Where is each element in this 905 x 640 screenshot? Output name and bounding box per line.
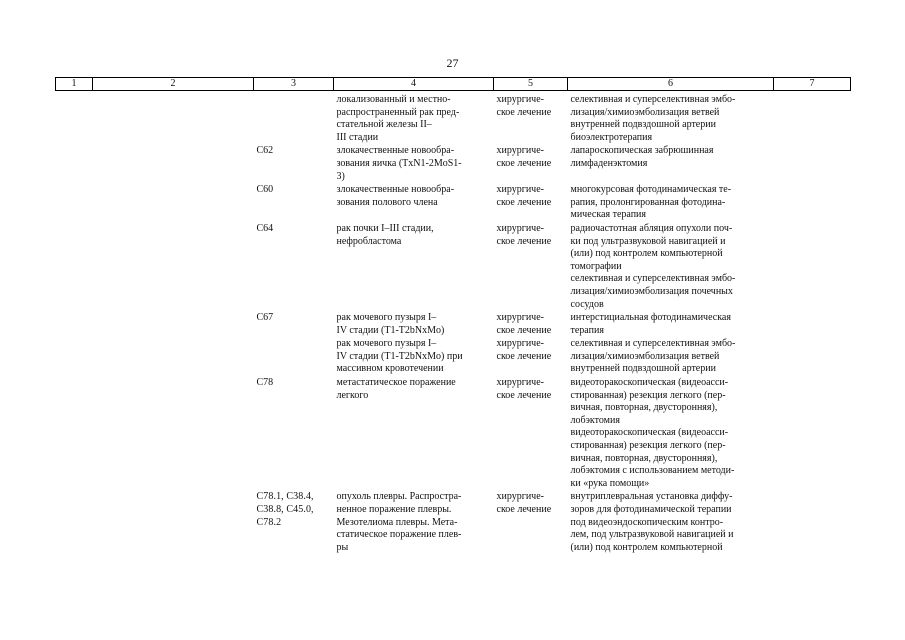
column-header-3: 3 — [254, 78, 334, 91]
treatment-method-cell — [568, 184, 774, 223]
table-row — [56, 91, 851, 146]
icd-code: C60 — [256, 184, 274, 196]
method-text: селективная и суперселективная эмбо- лизация/химиоэмболизация ветвей внутренней подвздошной артерии — [570, 338, 736, 375]
table-row — [56, 145, 851, 184]
column-header-2: 2 — [93, 78, 254, 91]
icd-code: C62 — [256, 145, 274, 157]
page-number: 27 — [446, 56, 459, 70]
diagnosis-cell: рак почки I–III стадии, нефробластома — [336, 222, 434, 247]
diagnosis-cell: злокачественные новообра- зования яичка (TxN1-2MoS1- 3) — [336, 145, 462, 182]
method-text: интерстициальная фотодинамическая терапия — [570, 312, 731, 336]
treatment-method-cell — [568, 312, 774, 338]
table-row — [56, 338, 851, 377]
diagnosis-cell: рак мочевого пузыря I– IV стадии (T1-T2bNxMo) при массивном кровотечении — [336, 338, 463, 375]
method-text: видеоторакоскопическая (видеоасси- стированная) резекция легкого (пер- вичная, повторная, двусторонняя), лобэктомия с использованием методи- ки «рука помощи» — [570, 427, 735, 489]
treatment-type-cell: хирургиче- ское лечение — [496, 312, 552, 336]
diagnosis-cell: метастатическое поражение легкого — [336, 377, 456, 401]
method-text: внутриплевральная установка диффу- зоров для фотодинамической терапии под видеоэндоскопическим контро- лем, под ультразвуковой навигацией и (или) под контролем компьютерной — [570, 491, 734, 553]
treatment-method-cell — [568, 91, 774, 146]
table-header — [56, 78, 851, 91]
column-header-7: 7 — [774, 78, 851, 91]
icd-code: C78 — [256, 377, 274, 389]
treatment-method-cell — [568, 223, 774, 312]
table-row — [56, 184, 851, 223]
table-row — [56, 223, 851, 312]
table-row — [56, 312, 851, 338]
diagnosis-cell: локализованный и местно- распространенный рак пред- стательной железы II– III стадии — [336, 94, 460, 143]
method-text: биоэлектротерапия — [570, 131, 653, 143]
treatment-method-cell — [568, 377, 774, 491]
treatment-type-cell: хирургиче- ское лечение — [496, 222, 552, 247]
diagnosis-cell: опухоль плевры. Распростра- ненное поражение плевры. Мезотелиома плевры. Мета- статическое поражение плев- ры — [336, 491, 462, 553]
icd-code: C67 — [256, 312, 274, 324]
method-text: радиочастотная абляция опухоли поч- ки под ультразвуковой навигацией и (или) под контролем компьютерной томографии — [570, 222, 733, 272]
method-text: многокурсовая фотодинамическая те- рапия, пролонгированная фотодина- мическая терапия — [570, 184, 732, 221]
treatment-type-cell: хирургиче- ское лечение — [496, 377, 552, 401]
method-text: видеоторакоскопическая (видеоасси- стированная) резекция легкого (пер- вичная, повторная, двусторонняя), лобэктомия — [570, 377, 729, 426]
diagnosis-cell: злокачественные новообра- зования полового члена — [336, 184, 455, 208]
column-header-4: 4 — [334, 78, 494, 91]
method-text: селективная и суперселективная эмбо- лизация/химиоэмболизация ветвей внутренней подвздошной артерии — [570, 94, 736, 131]
diagnosis-cell: рак мочевого пузыря I– IV стадии (T1-T2bNxMo) — [336, 312, 445, 336]
table-row — [56, 377, 851, 491]
treatment-method-cell — [568, 491, 774, 555]
treatment-type-cell: хирургиче- ское лечение — [496, 94, 552, 118]
icd-code — [254, 91, 334, 146]
treatment-table — [55, 77, 851, 555]
treatment-method-cell — [568, 145, 774, 184]
column-header-5: 5 — [494, 78, 568, 91]
treatment-type-cell: хирургиче- ское лечение — [496, 491, 552, 515]
treatment-type-cell: хирургиче- ское лечение — [496, 145, 552, 169]
treatment-type-cell: хирургиче- ское лечение — [496, 338, 552, 362]
column-header-6: 6 — [568, 78, 774, 91]
icd-code: C64 — [256, 222, 274, 234]
icd-code: C78.1, C38.4, C38.8, C45.0, C78.2 — [256, 491, 314, 528]
icd-code — [254, 338, 334, 377]
table-row — [56, 491, 851, 555]
column-header-1: 1 — [56, 78, 93, 91]
treatment-type-cell: хирургиче- ское лечение — [496, 184, 552, 208]
treatment-method-cell — [568, 338, 774, 377]
method-text: селективная и суперселективная эмбо- лизация/химиоэмболизация почечных сосудов — [570, 273, 736, 310]
method-text: лапароскопическая забрюшинная лимфаденэктомия — [570, 145, 714, 169]
